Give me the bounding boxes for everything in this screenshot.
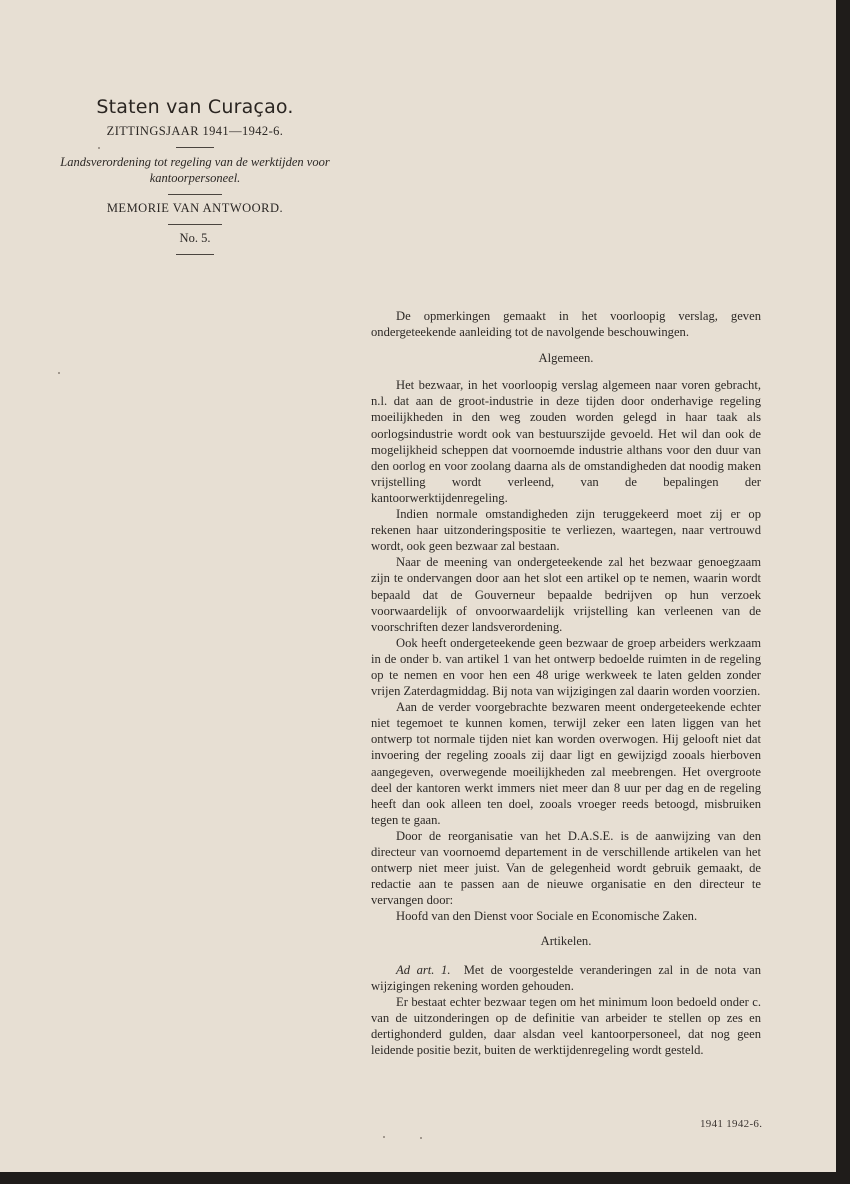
section-heading-general: Algemeen. xyxy=(538,351,594,366)
article-paragraph xyxy=(371,962,761,994)
header-divider xyxy=(176,147,214,148)
section-heading-articles: Artikelen. xyxy=(540,934,592,949)
body-paragraph: Indien normale omstandigheden zijn teruggekeerd moet zij er op rekenen haar uitzonderingspositie te verliezen, waartegen, naar vertrouwd wordt, ook geen bezwaar zal bestaan. xyxy=(371,507,761,554)
body-paragraph: Aan de verder voorgebrachte bezwaren meent ondergeteekende echter niet tegemoet te kunnen komen, terwijl zeker een laten liggen van het ontwerp tot normale tijden niet kan worden overwogen. Hij gelooft niet dat invoering der regeling zooals zij daar ligt en gewijzigd zooals hierboven aangegeven, overwegende moeilijkheden zal meebrengen. Het overgroote deel der kantoren werkt immers niet meer dan 8 uur per dag en de regeling heeft dan ook alleen ten doel, zooals vroeger reeds betoogd, misbruiken tegen te gaan. xyxy=(371,700,761,827)
paper-speck xyxy=(58,372,60,374)
document-type: MEMORIE VAN ANTWOORD. xyxy=(106,201,284,215)
paper-speck xyxy=(383,1136,385,1138)
body-paragraph: Door de reorganisatie van het D.A.S.E. is de aanwijzing van den directeur van voornoemd departement in de verschillende artikelen van het ontwerp niet meer juist. Van de gelegenheid wordt gebruik gemaakt, de redactie aan te passen aan de nieuwe organisatie en den directeur te vervangen door: xyxy=(371,828,761,908)
header-divider xyxy=(168,194,222,195)
body-paragraph: Hoofd van den Dienst voor Sociale en Economische Zaken. xyxy=(396,909,698,924)
paper-speck xyxy=(420,1137,422,1139)
intro-paragraph: De opmerkingen gemaakt in het voorloopig verslag, geven ondergeteekende aanleiding tot de navolgende beschouwingen. xyxy=(371,309,761,340)
document-number: No. 5. xyxy=(179,231,211,245)
footer-code: 1941 1942-6. xyxy=(700,1118,763,1130)
paper-speck xyxy=(98,147,100,149)
document-body xyxy=(371,308,761,1058)
ordinance-subject: Landsverordening tot regeling van de werktijden voor kantoorpersoneel. xyxy=(60,155,330,185)
session-year: ZITTINGSJAAR 1941—1942-6. xyxy=(106,124,284,138)
article-text: Met de voorgestelde veranderingen zal in de nota van wijzigingen rekening worden gehouden. xyxy=(371,962,762,993)
header-divider xyxy=(176,254,214,255)
article-label: Ad art. 1. xyxy=(396,962,451,977)
article-paragraph: Er bestaat echter bezwaar tegen om het minimum loon bedoeld onder c. van de uitzonderingen op de definitie van arbeider te stellen op zes en dertighonderd gulden, daar alsdan veel kantoorpersoneel, dat nog geen leidende positie bezit, buiten de werktijdenregeling wordt gesteld. xyxy=(371,994,761,1058)
header-divider xyxy=(168,224,222,225)
body-paragraph: Ook heeft ondergeteekende geen bezwaar de groep arbeiders werkzaam in de onder b. van artikel 1 van het ontwerp bedoelde ruimten in de regeling op te nemen en voor hen een 48 urige werkweek te laten gelden zonder vrijen Zaterdagmiddag. Bij nota van wijzigingen zal daarin worden voorzien. xyxy=(371,635,761,699)
scan-border-bottom xyxy=(0,1172,850,1184)
body-paragraph: Naar de meening van ondergeteekende zal het bezwaar genoegzaam zijn te ondervangen door aan het slot een artikel op te nemen, waarin wordt bepaald dat de Gouverneur bepaalde bedrijven op hun verzoek voorwaardelijk of onvoorwaardelijk vrijstelling kan verleenen van de voorschriften dezer landsverordening. xyxy=(371,555,761,634)
document-title: Staten van Curaçao. xyxy=(96,96,294,118)
scan-border-right xyxy=(836,0,850,1184)
document-header xyxy=(40,96,350,261)
body-paragraph: Het bezwaar, in het voorloopig verslag algemeen naar voren gebracht, n.l. dat aan de groot-industrie in deze tijden door onderhavige regeling moeilijkheden in den weg zouden worden gelegd in haar taak als oorlogsindustrie wordt ook van bestuurszijde gevoeld. Het wil dan ook de mogelijkheid scheppen dat voornoemde industrie althans voor den duur van den oorlog en voor zoolang daarna als de omstandigheden dat noodig maken vrijstelling wordt verleend, van de bepalingen der kantoorwerktijdenregeling. xyxy=(371,378,761,505)
